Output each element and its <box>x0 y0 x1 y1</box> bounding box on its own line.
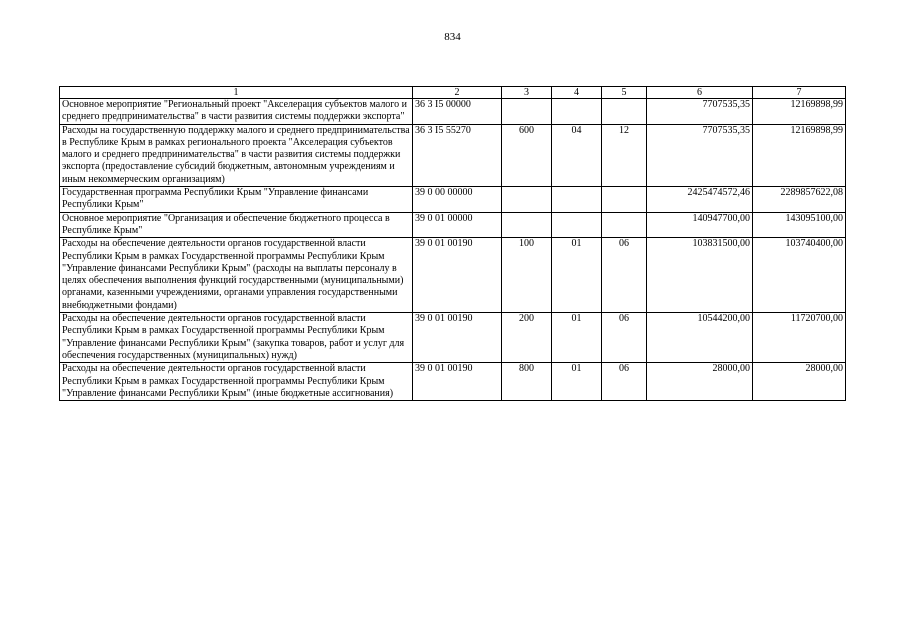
section-code <box>552 212 602 238</box>
expense-name: Расходы на обеспечение деятельности органов государственной власти Республики Крым в рамках Государственной программы Республики Крым "Управление финансами Республики Крым" (закупка товаров, работ и услуг для обеспечения государственных (муниципальных) нужд) <box>60 313 413 363</box>
expense-type-code: 100 <box>502 238 552 313</box>
subsection-code: 12 <box>602 124 647 186</box>
table-row <box>60 124 846 186</box>
column-header: 3 <box>502 87 552 99</box>
section-code <box>552 187 602 213</box>
target-article-code: 39 0 01 00190 <box>413 313 502 363</box>
expense-type-code <box>502 187 552 213</box>
amount-year-2: 12169898,99 <box>753 99 846 125</box>
amount-year-2: 2289857622,08 <box>753 187 846 213</box>
expense-type-code: 200 <box>502 313 552 363</box>
subsection-code <box>602 212 647 238</box>
table-row <box>60 99 846 125</box>
amount-year-1: 7707535,35 <box>647 124 753 186</box>
section-code: 01 <box>552 238 602 313</box>
amount-year-1: 103831500,00 <box>647 238 753 313</box>
column-header: 2 <box>413 87 502 99</box>
amount-year-2: 143095100,00 <box>753 212 846 238</box>
amount-year-2: 28000,00 <box>753 363 846 401</box>
target-article-code: 39 0 01 00190 <box>413 238 502 313</box>
amount-year-2: 11720700,00 <box>753 313 846 363</box>
section-code: 01 <box>552 363 602 401</box>
section-code <box>552 99 602 125</box>
column-header: 5 <box>602 87 647 99</box>
expense-name: Государственная программа Республики Крым "Управление финансами Республики Крым" <box>60 187 413 213</box>
subsection-code: 06 <box>602 313 647 363</box>
expense-name: Расходы на государственную поддержку малого и среднего предпринимательства в Республике Крым в рамках регионального проекта "Акселерация субъектов малого и среднего предпринимательства" в части развития системы поддержки экспорта (предоставление субсидий бюджетным, автономным учреждениям и иным некоммерческим организациям) <box>60 124 413 186</box>
amount-year-2: 12169898,99 <box>753 124 846 186</box>
subsection-code: 06 <box>602 363 647 401</box>
page-number: 834 <box>444 31 461 43</box>
table-row <box>60 212 846 238</box>
section-code: 01 <box>552 313 602 363</box>
amount-year-1: 28000,00 <box>647 363 753 401</box>
table-row <box>60 363 846 401</box>
amount-year-2: 103740400,00 <box>753 238 846 313</box>
target-article-code: 36 3 I5 00000 <box>413 99 502 125</box>
expense-name: Основное мероприятие "Региональный проект "Акселерация субъектов малого и среднего предпринимательства" в части развития системы поддержки экспорта" <box>60 99 413 125</box>
amount-year-1: 10544200,00 <box>647 313 753 363</box>
column-header: 1 <box>60 87 413 99</box>
amount-year-1: 140947700,00 <box>647 212 753 238</box>
expense-type-code <box>502 99 552 125</box>
expense-name: Расходы на обеспечение деятельности органов государственной власти Республики Крым в рамках Государственной программы Республики Крым "Управление финансами Республики Крым" (расходы на выплаты персоналу в целях обеспечения выполнения функций государственными (муниципальными) органами, казенными учреждениями, органами управления государственными внебюджетными фондами) <box>60 238 413 313</box>
table-row <box>60 238 846 313</box>
expense-type-code: 600 <box>502 124 552 186</box>
column-header: 7 <box>753 87 846 99</box>
expense-type-code <box>502 212 552 238</box>
target-article-code: 39 0 01 00190 <box>413 363 502 401</box>
header-row <box>60 87 846 99</box>
column-header: 4 <box>552 87 602 99</box>
subsection-code: 06 <box>602 238 647 313</box>
expense-type-code: 800 <box>502 363 552 401</box>
target-article-code: 36 3 I5 55270 <box>413 124 502 186</box>
amount-year-1: 7707535,35 <box>647 99 753 125</box>
section-code: 04 <box>552 124 602 186</box>
table-row <box>60 313 846 363</box>
target-article-code: 39 0 00 00000 <box>413 187 502 213</box>
column-header: 6 <box>647 87 753 99</box>
expense-name: Основное мероприятие "Организация и обеспечение бюджетного процесса в Республике Крым" <box>60 212 413 238</box>
table-row <box>60 187 846 213</box>
expense-name: Расходы на обеспечение деятельности органов государственной власти Республики Крым в рамках Государственной программы Республики Крым "Управление финансами Республики Крым" (иные бюджетные ассигнования) <box>60 363 413 401</box>
subsection-code <box>602 187 647 213</box>
amount-year-1: 2425474572,46 <box>647 187 753 213</box>
target-article-code: 39 0 01 00000 <box>413 212 502 238</box>
budget-table <box>59 86 846 401</box>
subsection-code <box>602 99 647 125</box>
